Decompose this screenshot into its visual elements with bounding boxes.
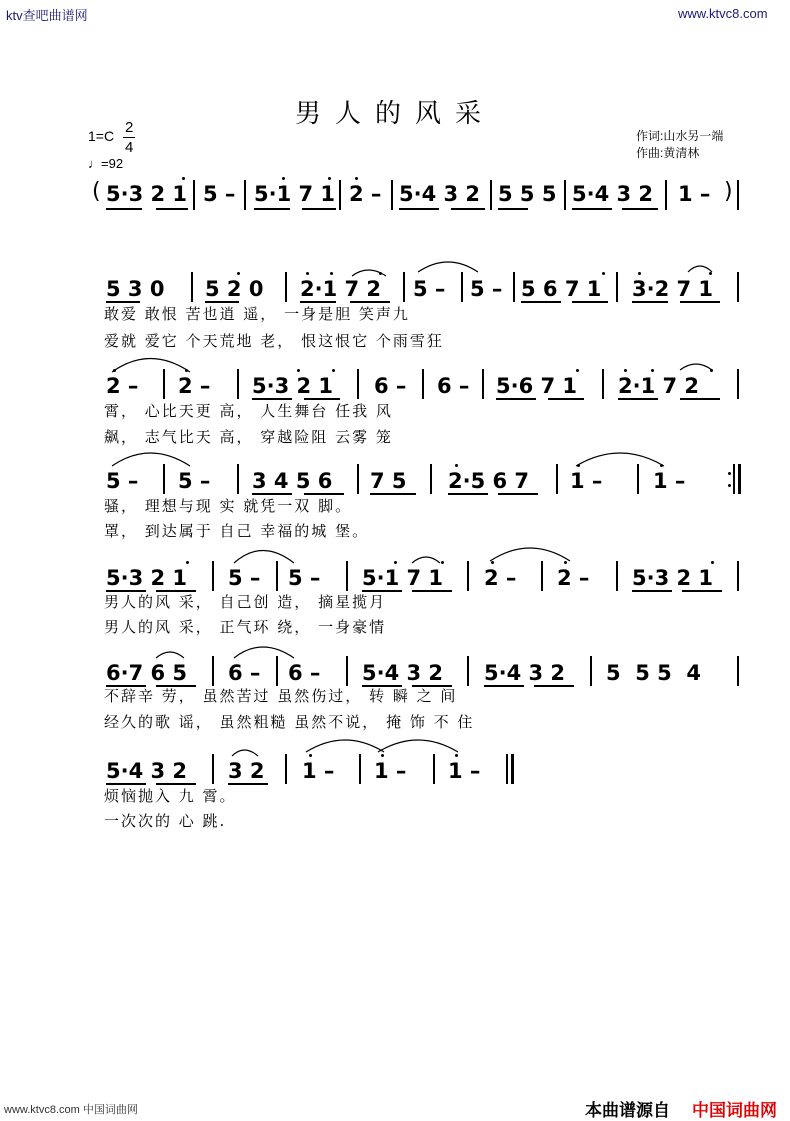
lyric-line-1: 敢爱 敢恨 苦也逍 遥， 一身是胆 笑声九 [104, 305, 410, 323]
lyric-line-1: 不辞辛 劳， 虽然苦过 虽然伤过， 转 瞬 之 间 [104, 687, 458, 705]
note-row: 3 4 5 6 [252, 469, 333, 493]
slur [412, 557, 440, 563]
slur [352, 270, 386, 276]
note-row: 2·1 7 2 [300, 277, 382, 301]
note-row: 5 3 0 [106, 277, 165, 301]
slur [112, 359, 190, 373]
source-site: 中国词曲网 [692, 1101, 777, 1121]
slur [688, 266, 712, 272]
note-row: 5 – [288, 566, 321, 590]
slur [234, 647, 294, 658]
slur [234, 551, 294, 564]
note-row: 1 – [374, 759, 407, 783]
lyric-line-2: 爱就 爱它 个天荒地 老， 恨这恨它 个雨雪狂 [104, 332, 444, 350]
source-label: 本曲谱源自 [585, 1101, 670, 1121]
note-row: 5 – [470, 277, 503, 301]
slur [490, 548, 570, 561]
note-row: 5 2 0 [205, 277, 264, 301]
note-row: 5 – [106, 469, 139, 493]
lyric-line-2: 罩， 到达属于 自己 幸福的城 堡。 [104, 522, 370, 540]
lyric-line-2: 男人的风 采， 正气环 绕， 一身豪情 [104, 618, 387, 636]
note-row: 2·5 6 7 [448, 469, 530, 493]
lyric-line-1: 男人的风 采， 自己创 造， 摘星揽月 [104, 593, 387, 611]
open-paren: ( [92, 179, 101, 204]
slur [306, 740, 384, 752]
note-row: 5 5 5 [498, 182, 557, 206]
slur [576, 453, 664, 466]
note-row: 6·7 6 5 [106, 661, 188, 685]
slur [378, 740, 458, 752]
time-signature-top: 2 [125, 119, 134, 136]
lyricist-credit: 作词:山水另一端 [636, 129, 724, 143]
watermark-bottom-left: www.ktvc8.com 中国词曲网 [4, 1104, 138, 1116]
close-paren: ) [724, 179, 733, 204]
note-row: 2 – [557, 566, 590, 590]
note-row: 5·3 2 1 [632, 566, 714, 590]
slur [112, 453, 190, 466]
key-signature: 1=C [88, 128, 115, 144]
note-row: 5·1 7 1 [362, 566, 444, 590]
slur [680, 364, 712, 370]
time-signature-bottom: 4 [125, 139, 134, 156]
note-row: 2·1 7 2 [618, 374, 700, 398]
note-row: 5·4 3 2 [399, 182, 481, 206]
note-row: 6 – [374, 374, 407, 398]
note-row: 6 – [288, 661, 321, 685]
song-title: 男人的风采 [294, 99, 495, 129]
note-row: 5·4 3 2 [484, 661, 566, 685]
note-row: 6 – [437, 374, 470, 398]
slur [418, 262, 478, 272]
lyric-line-2: 经久的歌 谣， 虽然粗糙 虽然不说， 掩 饰 不 住 [104, 713, 475, 731]
note-row: 1 – [678, 182, 711, 206]
note-row: 1 – [448, 759, 481, 783]
note-row: 2 – [178, 374, 211, 398]
note-row: 5·3 2 1 [106, 182, 188, 206]
note-row: 3·2 7 1 [632, 277, 714, 301]
lyric-line-1: 烦恼抛入 九 霄。 [104, 787, 237, 805]
note-row: 7 5 [370, 469, 407, 493]
lyric-line-1: 骚， 理想与现 实 就凭一双 脚。 [104, 497, 353, 515]
note-row: 5 6 7 1 [521, 277, 602, 301]
composer-credit: 作曲:黄清林 [636, 146, 700, 160]
note-row: 1 – [302, 759, 335, 783]
note-row: 6 – [228, 661, 261, 685]
watermark-top-right: www.ktvc8.com [678, 6, 768, 21]
note-row: 5·6 7 1 [496, 374, 578, 398]
note-row: 5 – [203, 182, 236, 206]
note-row: 2 – [106, 374, 139, 398]
note-row: 3 2 [228, 759, 265, 783]
note-row: 5 – [413, 277, 446, 301]
note-row: 5·4 3 2 [362, 661, 444, 685]
slur [232, 750, 258, 756]
note-row: 5·1 7 1 [254, 182, 336, 206]
lyric-line-1: 霄， 心比天更 高， 人生舞台 任我 风 [104, 402, 393, 420]
lyric-line-2: 飙， 志气比天 高， 穿越险阻 云雾 笼 [104, 428, 393, 446]
note-row: 1 – [653, 469, 686, 493]
slur [156, 652, 184, 658]
note-row: 5·3 2 1 [106, 566, 188, 590]
note-row: 5·4 3 2 [106, 759, 188, 783]
note-row: 5 – [228, 566, 261, 590]
note-row: 1 – [570, 469, 603, 493]
watermark-top-left: ktv查吧曲谱网 [6, 8, 88, 23]
note-row: 5·3 2 1 [252, 374, 334, 398]
note-row: 2 – [349, 182, 382, 206]
note-row: 2 – [484, 566, 517, 590]
tempo-marking: ♩=92 [88, 156, 124, 171]
lyric-line-2: 一次次的 心 跳. [104, 812, 227, 830]
note-row: 5 5 5 4 [606, 661, 702, 685]
note-row: 5·4 3 2 [572, 182, 654, 206]
note-row: 5 – [178, 469, 211, 493]
